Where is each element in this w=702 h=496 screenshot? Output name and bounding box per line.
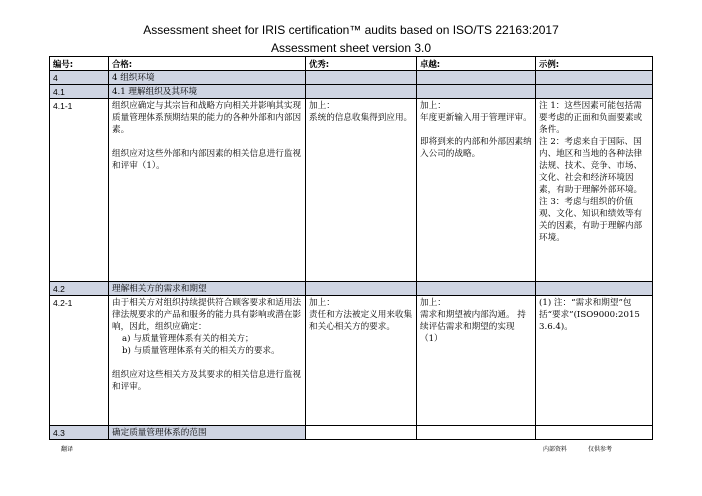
qualified-text: 组织应确定与其宗旨和战略方向相关并影响其实现质量管理体系预期结果的能力的各种外部和内部因素。 [112, 101, 302, 135]
example-cell [536, 296, 653, 426]
section-row [50, 282, 653, 296]
list-item: b) 与质量管理体系有关的相关方的要求。 [122, 346, 280, 356]
qualified-cell [109, 99, 306, 282]
requirement-number: 4.1-1 [50, 99, 109, 282]
excellent-cell [306, 296, 417, 426]
blank-line [420, 124, 532, 136]
qualified-cell [109, 296, 306, 426]
requirement-number: 4.2-1 [50, 296, 109, 426]
outstanding-cell [417, 99, 536, 282]
requirement-row [50, 296, 653, 426]
section-row [50, 71, 653, 85]
outstanding-cell [417, 296, 536, 426]
blank-line [112, 357, 302, 369]
outstanding-text: 年度更新输入用于管理评审。 [420, 113, 532, 123]
outstanding-text: 加上： [420, 101, 446, 111]
header-excellent: 优秀: [306, 57, 417, 71]
example-note: 注 2：考虑来自于国际、国内、地区和当地的各种法律法规、技术、竞争、市场、文化、社会和经济环境因素，有助于理解外部环境。 [539, 137, 643, 195]
document-subtitle: Assessment sheet version 3.0 [270, 41, 432, 55]
header-number: 编号: [50, 57, 109, 71]
qualified-text: 由于相关方对组织持续提供符合顾客要求和适用法律法规要求的产品和服务的能力具有影响或潜在影响，因此，组织应确定： [112, 298, 302, 332]
section-number: 4.2 [50, 282, 109, 296]
requirement-row [50, 99, 653, 282]
footer-internal: 内部资料 [543, 446, 568, 453]
outstanding-text: 加上： [420, 298, 446, 308]
section-number: 4 [50, 71, 109, 85]
section-row [50, 426, 653, 440]
example-note: 注 3：考虑与组织的价值观、文化、知识和绩效等有关的因素，有助于理解内部环境。 [539, 197, 643, 243]
section-number: 4.1 [50, 85, 109, 99]
document-title: Assessment sheet for IRIS certification™ audits based on ISO/TS 22163:2017 [143, 23, 559, 37]
section-label: 4 组织环境 [109, 71, 306, 85]
excellent-cell [306, 99, 417, 282]
header-row [50, 57, 653, 71]
list-item: a) 与质量管理体系有关的相关方； [122, 334, 254, 344]
assessment-table [49, 56, 653, 440]
blank-line [112, 136, 302, 148]
footer-translation: 翻译 [61, 446, 74, 453]
qualified-text: 组织应对这些相关方及其要求的相关信息进行监视和评审。 [112, 370, 302, 392]
section-number: 4.3 [50, 426, 109, 440]
header-qualified: 合格: [109, 57, 306, 71]
outstanding-text: 即将到来的内部和外部因素纳入公司的战略。 [420, 137, 532, 159]
header-outstanding: 卓越: [417, 57, 536, 71]
excellent-text: 加上： [309, 298, 335, 308]
section-row [50, 85, 653, 99]
example-note: (1) 注：“需求和期望”包括“要求”(ISO9000:2015 3.6.4)。 [539, 298, 640, 332]
qualified-text: 组织应对这些外部和内部因素的相关信息进行监视和评审（1）。 [112, 149, 302, 171]
example-note: 注 1：这些因素可能包括需要考虑的正面和负面要素或条件。 [539, 101, 643, 135]
outstanding-text: 需求和期望被内部沟通。 持续评估需求和期望的实现（1） [420, 310, 526, 344]
section-label: 确定质量管理体系的范围 [109, 426, 306, 440]
excellent-text: 系统的信息收集得到应用。 [309, 113, 413, 123]
section-label: 理解相关方的需求和期望 [109, 282, 306, 296]
section-label: 4.1 理解组织及其环境 [109, 85, 306, 99]
example-cell [536, 99, 653, 282]
excellent-text: 加上： [309, 101, 335, 111]
excellent-text: 责任和方法被定义用来收集和关心相关方的要求。 [309, 310, 413, 332]
footer-reference: 仅供参考 [588, 446, 613, 453]
header-example: 示例: [536, 57, 653, 71]
